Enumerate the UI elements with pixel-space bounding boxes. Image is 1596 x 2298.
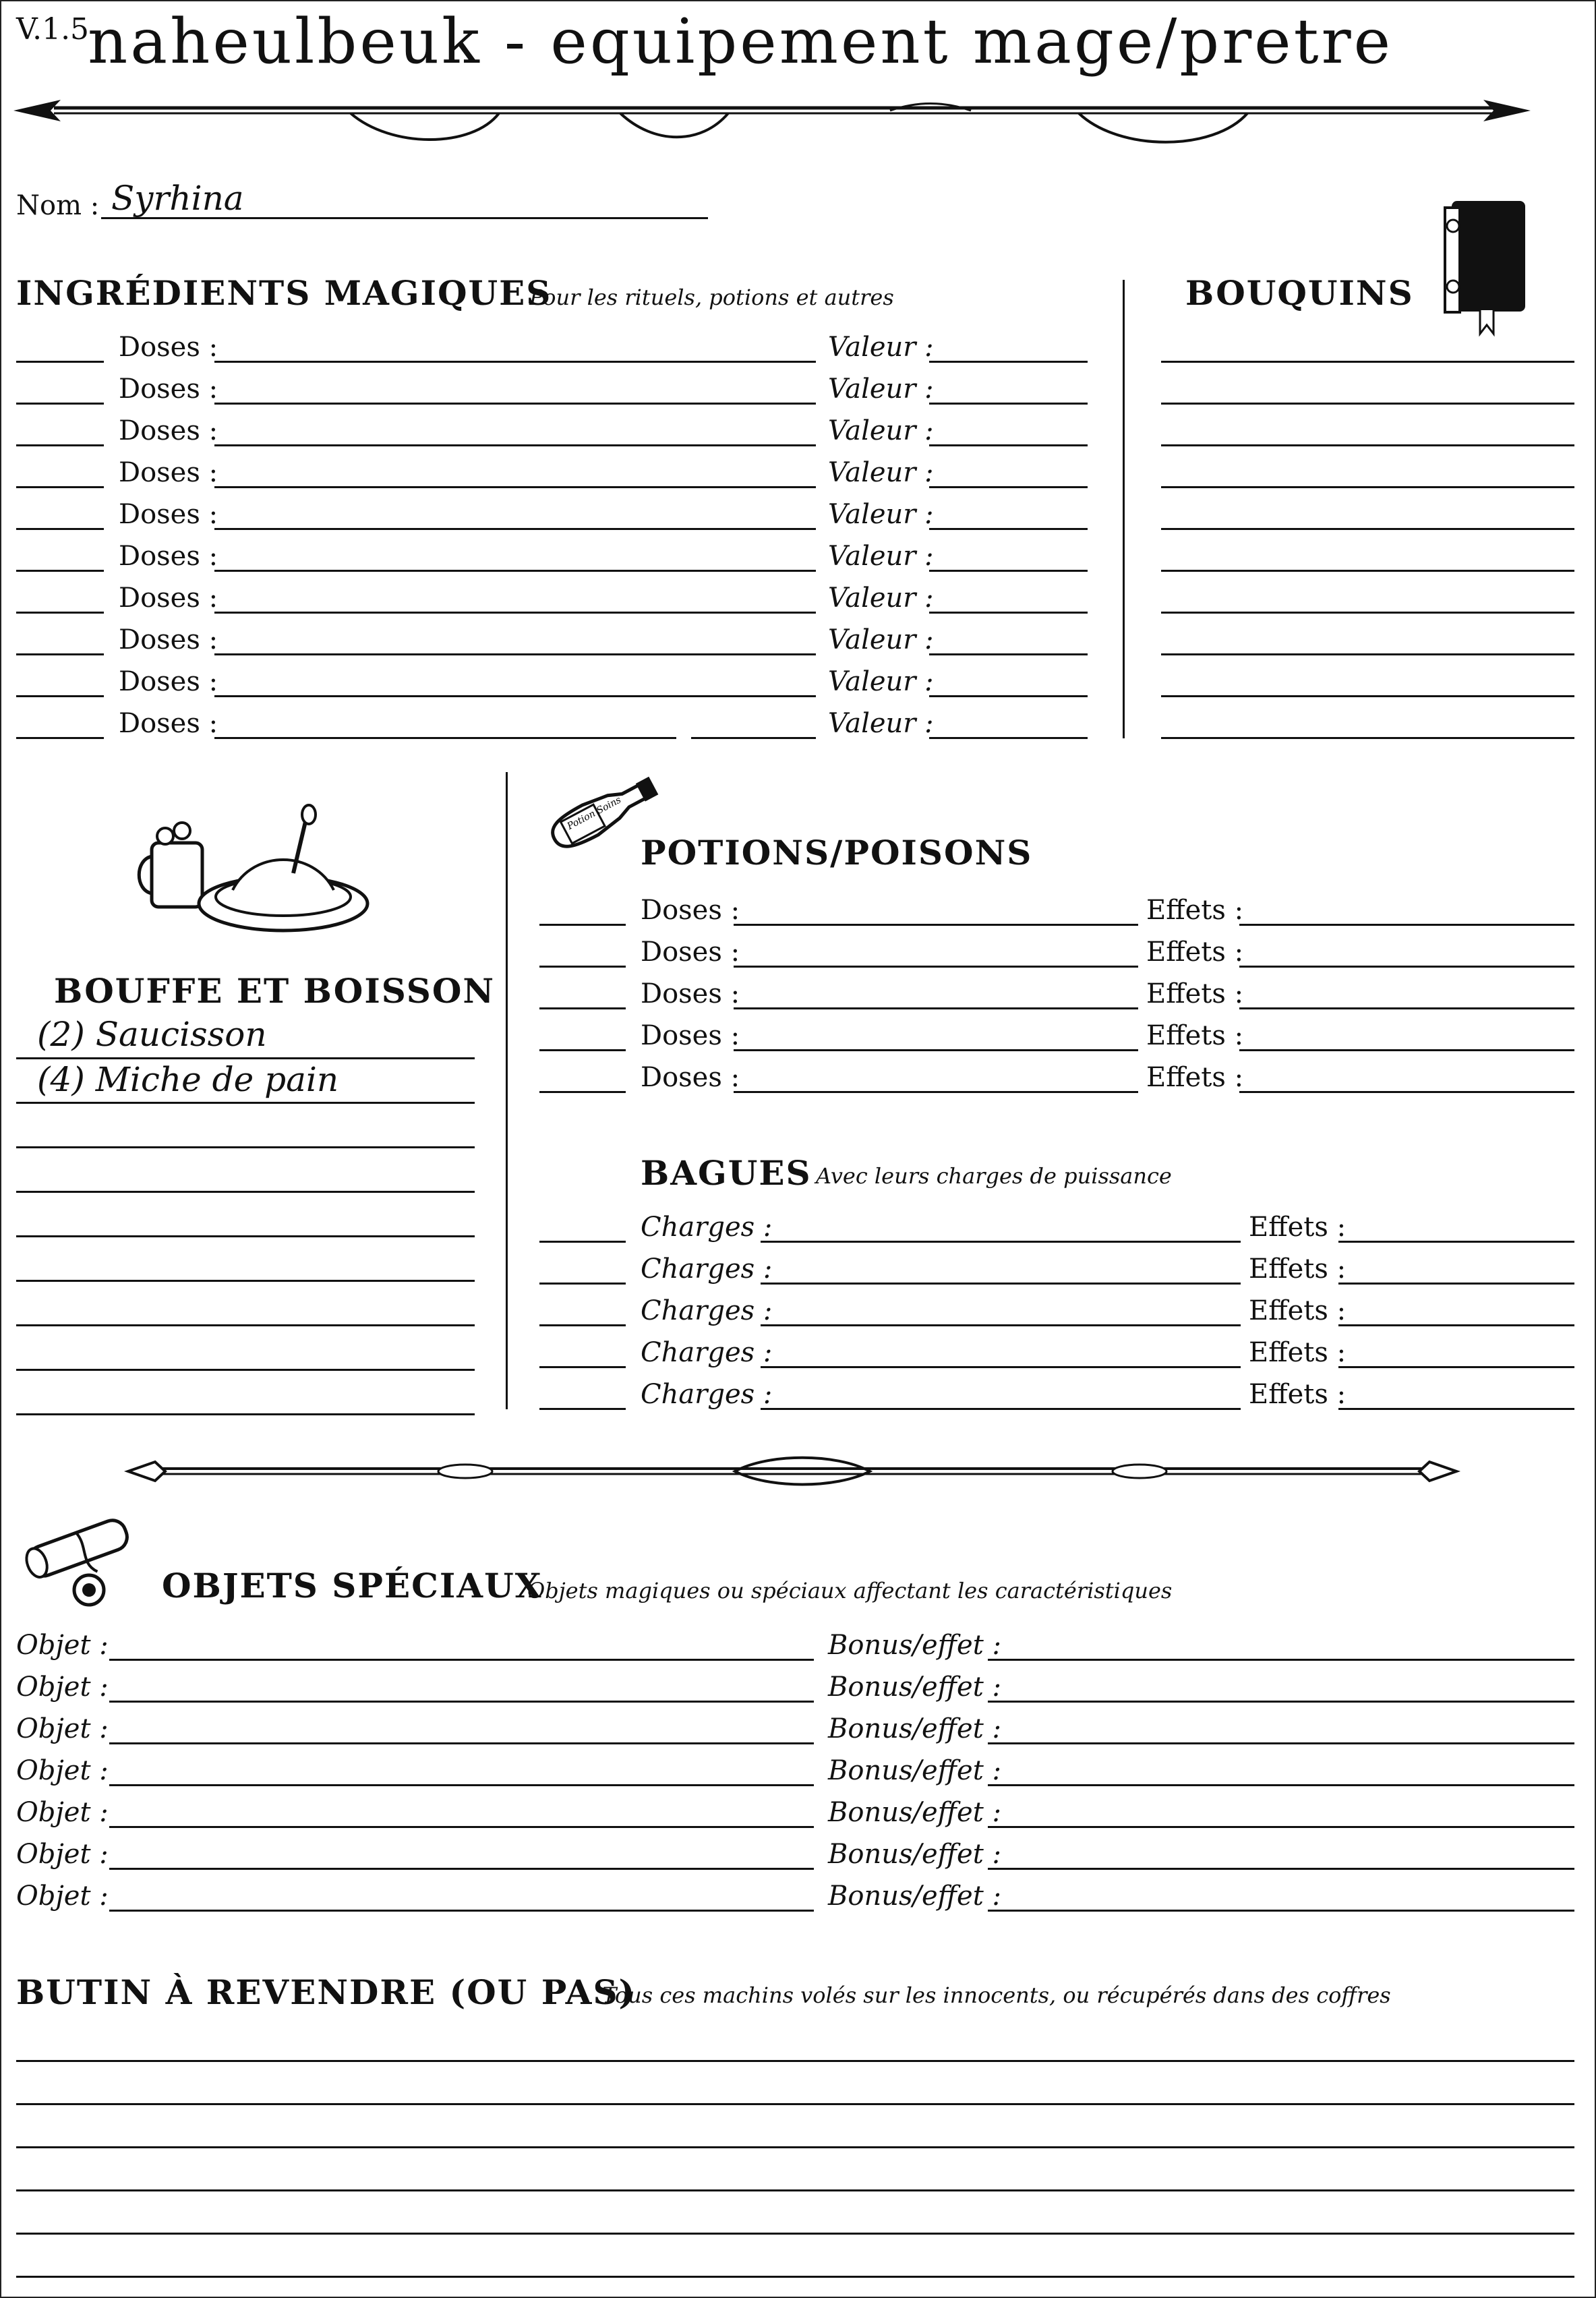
loot-line[interactable]	[16, 2060, 1574, 2062]
book-line[interactable]	[1161, 403, 1574, 405]
page-title: naheulbeuk - equipement mage/pretre	[88, 5, 1394, 78]
ingredient-value-line[interactable]	[929, 444, 1088, 446]
book-line[interactable]	[1161, 444, 1574, 446]
potion-qty-line[interactable]	[539, 1007, 626, 1009]
ring-qty-line[interactable]	[539, 1366, 626, 1368]
ring-name-line[interactable]	[761, 1366, 1241, 1368]
ring-effects-label: Effets :	[1249, 1379, 1347, 1410]
ring-effects-line[interactable]	[1338, 1408, 1574, 1410]
food-potions-divider	[506, 772, 508, 1409]
potion-doses-label: Doses :	[641, 978, 740, 1009]
ingredient-name-line[interactable]	[214, 612, 816, 614]
rings-subtitle: Avec leurs charges de puissance	[816, 1163, 1172, 1189]
ingredient-value-label: Valeur :	[828, 499, 934, 530]
ring-effects-line[interactable]	[1338, 1283, 1574, 1285]
food-line[interactable]	[16, 1280, 475, 1282]
ingredient-qty-line[interactable]	[16, 653, 104, 655]
potion-effects-line[interactable]	[1239, 1049, 1574, 1051]
ingredient-qty-line[interactable]	[16, 444, 104, 446]
potion-qty-line[interactable]	[539, 1049, 626, 1051]
potion-effects-label: Effets :	[1146, 1062, 1244, 1093]
ingredient-name-line[interactable]	[214, 528, 816, 530]
ingredient-name-line[interactable]	[214, 361, 816, 363]
ingredient-doses-label: Doses :	[119, 332, 218, 363]
ring-effects-label: Effets :	[1249, 1295, 1347, 1326]
name-value[interactable]: Syrhina	[111, 179, 244, 218]
bottle-label: Potion Soins	[565, 794, 623, 832]
special-object-line[interactable]	[109, 1910, 814, 1912]
ingredient-doses-label: Doses :	[119, 624, 218, 655]
food-title: BOUFFE ET BOISSON	[54, 971, 496, 1011]
special-bonus-line[interactable]	[988, 1659, 1574, 1661]
books-title: BOUQUINS	[1185, 273, 1414, 313]
ring-effects-label: Effets :	[1249, 1212, 1347, 1243]
special-bonus-label: Bonus/effet :	[828, 1755, 1001, 1786]
special-object-label: Objet :	[16, 1630, 109, 1661]
ingredient-doses-label: Doses :	[119, 541, 218, 572]
ingredient-doses-label: Doses :	[119, 499, 218, 530]
potion-effects-line[interactable]	[1239, 1007, 1574, 1009]
ring-name-line[interactable]	[761, 1241, 1241, 1243]
loot-subtitle: Tous ces machins volés sur les innocents, ou récupérés dans des coffres	[602, 1982, 1391, 2008]
ingredients-books-divider	[1123, 280, 1125, 738]
special-subtitle: Objets magiques ou spéciaux affectant les caractéristiques	[527, 1578, 1173, 1603]
food-line[interactable]	[16, 1102, 475, 1104]
potion-effects-label: Effets :	[1146, 895, 1244, 926]
potion-name-line[interactable]	[734, 966, 1138, 968]
book-line[interactable]	[1161, 653, 1574, 655]
ingredient-value-line[interactable]	[929, 570, 1088, 572]
special-bonus-label: Bonus/effet :	[828, 1713, 1001, 1744]
ingredient-value-label: Valeur :	[828, 583, 934, 614]
loot-line[interactable]	[16, 2146, 1574, 2148]
book-line[interactable]	[1161, 737, 1574, 739]
ring-name-line[interactable]	[761, 1283, 1241, 1285]
loot-line[interactable]	[16, 2233, 1574, 2235]
potion-name-line[interactable]	[734, 1091, 1138, 1093]
name-label: Nom :	[16, 190, 100, 221]
potion-qty-line[interactable]	[539, 924, 626, 926]
rings-title: BAGUES	[641, 1153, 812, 1193]
food-line[interactable]	[16, 1413, 475, 1415]
ingredient-doses-label: Doses :	[119, 583, 218, 614]
ring-charges-label: Charges :	[641, 1254, 773, 1285]
special-object-line[interactable]	[109, 1659, 814, 1661]
potion-doses-label: Doses :	[641, 1062, 740, 1093]
ingredient-value-label: Valeur :	[828, 374, 934, 405]
ingredients-title: INGRÉDIENTS MAGIQUES	[16, 273, 552, 313]
ingredient-value-line[interactable]	[929, 403, 1088, 405]
ingredient-name-line[interactable]	[214, 737, 676, 739]
special-object-label: Objet :	[16, 1672, 109, 1703]
special-object-line[interactable]	[109, 1784, 814, 1786]
special-object-line[interactable]	[109, 1868, 814, 1870]
book-icon	[1440, 196, 1534, 337]
ring-charges-label: Charges :	[641, 1295, 773, 1326]
potion-effects-label: Effets :	[1146, 978, 1244, 1009]
ring-name-line[interactable]	[761, 1408, 1241, 1410]
ingredient-value-line[interactable]	[929, 695, 1088, 697]
special-object-label: Objet :	[16, 1755, 109, 1786]
ingredient-value-line[interactable]	[929, 486, 1088, 488]
book-line[interactable]	[1161, 486, 1574, 488]
ingredient-name-line-2[interactable]	[691, 737, 816, 739]
special-bonus-line[interactable]	[988, 1784, 1574, 1786]
ingredient-value-line[interactable]	[929, 612, 1088, 614]
ring-name-line[interactable]	[761, 1324, 1241, 1326]
special-bonus-line[interactable]	[988, 1826, 1574, 1828]
book-line[interactable]	[1161, 570, 1574, 572]
ring-qty-line[interactable]	[539, 1283, 626, 1285]
ingredient-qty-line[interactable]	[16, 695, 104, 697]
potion-effects-line[interactable]	[1239, 1091, 1574, 1093]
ingredient-qty-line[interactable]	[16, 570, 104, 572]
ingredient-qty-line[interactable]	[16, 361, 104, 363]
special-object-label: Objet :	[16, 1839, 109, 1870]
special-object-line[interactable]	[109, 1742, 814, 1744]
ingredient-name-line[interactable]	[214, 444, 816, 446]
ingredient-name-line[interactable]	[214, 570, 816, 572]
potion-effects-line[interactable]	[1239, 966, 1574, 968]
ring-effects-line[interactable]	[1338, 1366, 1574, 1368]
ingredients-subtitle: Pour les rituels, potions et autres	[529, 285, 894, 310]
scroll-ring-icon	[15, 1510, 156, 1612]
potion-name-line[interactable]	[734, 924, 1138, 926]
ingredient-value-label: Valeur :	[828, 624, 934, 655]
potion-doses-label: Doses :	[641, 1020, 740, 1051]
ingredient-name-line[interactable]	[214, 486, 816, 488]
food-line[interactable]	[16, 1146, 475, 1148]
food-line[interactable]	[16, 1235, 475, 1237]
version-label: V.1.5	[16, 12, 90, 47]
ingredient-value-label: Valeur :	[828, 541, 934, 572]
ingredient-qty-line[interactable]	[16, 612, 104, 614]
food-line[interactable]	[16, 1057, 475, 1059]
special-object-label: Objet :	[16, 1797, 109, 1828]
ring-qty-line[interactable]	[539, 1324, 626, 1326]
food-line[interactable]	[16, 1369, 475, 1371]
food-line[interactable]	[16, 1191, 475, 1193]
ring-charges-label: Charges :	[641, 1379, 773, 1410]
special-bonus-label: Bonus/effet :	[828, 1797, 1001, 1828]
ring-effects-line[interactable]	[1338, 1324, 1574, 1326]
ingredient-value-label: Valeur :	[828, 666, 934, 697]
loot-title: BUTIN À REVENDRE (OU PAS)	[16, 1972, 637, 2012]
special-bonus-line[interactable]	[988, 1868, 1574, 1870]
ingredient-doses-label: Doses :	[119, 708, 218, 739]
staff-divider	[128, 1450, 1456, 1490]
spear-divider-top	[13, 88, 1531, 142]
ingredient-qty-line[interactable]	[16, 486, 104, 488]
loot-line[interactable]	[16, 2189, 1574, 2191]
loot-line[interactable]	[16, 2276, 1574, 2278]
ingredient-value-line[interactable]	[929, 361, 1088, 363]
potion-doses-label: Doses :	[641, 937, 740, 968]
special-bonus-line[interactable]	[988, 1910, 1574, 1912]
special-object-label: Objet :	[16, 1881, 109, 1912]
ingredient-qty-line[interactable]	[16, 737, 104, 739]
ingredient-value-line[interactable]	[929, 737, 1088, 739]
potion-name-line[interactable]	[734, 1007, 1138, 1009]
potion-qty-line[interactable]	[539, 966, 626, 968]
food-item-1[interactable]: (2) Saucisson	[37, 1015, 267, 1054]
ingredient-value-label: Valeur :	[828, 457, 934, 488]
loot-line[interactable]	[16, 2103, 1574, 2105]
ingredient-name-line[interactable]	[214, 695, 816, 697]
potion-effects-label: Effets :	[1146, 937, 1244, 968]
ingredient-doses-label: Doses :	[119, 374, 218, 405]
ring-effects-line[interactable]	[1338, 1241, 1574, 1243]
ingredient-name-line[interactable]	[214, 653, 816, 655]
ingredient-qty-line[interactable]	[16, 403, 104, 405]
food-item-2[interactable]: (4) Miche de pain	[37, 1060, 339, 1099]
ingredient-doses-label: Doses :	[119, 457, 218, 488]
ingredient-name-line[interactable]	[214, 403, 816, 405]
name-line	[101, 217, 708, 219]
special-bonus-line[interactable]	[988, 1742, 1574, 1744]
book-line[interactable]	[1161, 612, 1574, 614]
ingredient-doses-label: Doses :	[119, 415, 218, 446]
ingredient-value-line[interactable]	[929, 528, 1088, 530]
potion-qty-line[interactable]	[539, 1091, 626, 1093]
potion-doses-label: Doses :	[641, 895, 740, 926]
special-object-label: Objet :	[16, 1713, 109, 1744]
potion-name-line[interactable]	[734, 1049, 1138, 1051]
special-title: OBJETS SPÉCIAUX	[162, 1566, 543, 1605]
ingredient-value-label: Valeur :	[828, 332, 934, 363]
ring-qty-line[interactable]	[539, 1408, 626, 1410]
special-bonus-label: Bonus/effet :	[828, 1839, 1001, 1870]
ring-charges-label: Charges :	[641, 1337, 773, 1368]
special-bonus-line[interactable]	[988, 1701, 1574, 1703]
book-line[interactable]	[1161, 528, 1574, 530]
special-object-line[interactable]	[109, 1826, 814, 1828]
special-bonus-label: Bonus/effet :	[828, 1672, 1001, 1703]
book-line[interactable]	[1161, 361, 1574, 363]
special-bonus-label: Bonus/effet :	[828, 1881, 1001, 1912]
ring-charges-label: Charges :	[641, 1212, 773, 1243]
book-line[interactable]	[1161, 695, 1574, 697]
potions-title: POTIONS/POISONS	[641, 833, 1033, 873]
ring-qty-line[interactable]	[539, 1241, 626, 1243]
ingredient-doses-label: Doses :	[119, 666, 218, 697]
ring-effects-label: Effets :	[1249, 1254, 1347, 1285]
food-icon	[138, 802, 374, 937]
ingredient-value-line[interactable]	[929, 653, 1088, 655]
ingredient-value-label: Valeur :	[828, 415, 934, 446]
special-bonus-label: Bonus/effet :	[828, 1630, 1001, 1661]
ingredient-qty-line[interactable]	[16, 528, 104, 530]
ring-effects-label: Effets :	[1249, 1337, 1347, 1368]
special-object-line[interactable]	[109, 1701, 814, 1703]
ingredient-value-label: Valeur :	[828, 708, 934, 739]
potion-effects-line[interactable]	[1239, 924, 1574, 926]
food-line[interactable]	[16, 1324, 475, 1326]
potion-effects-label: Effets :	[1146, 1020, 1244, 1051]
